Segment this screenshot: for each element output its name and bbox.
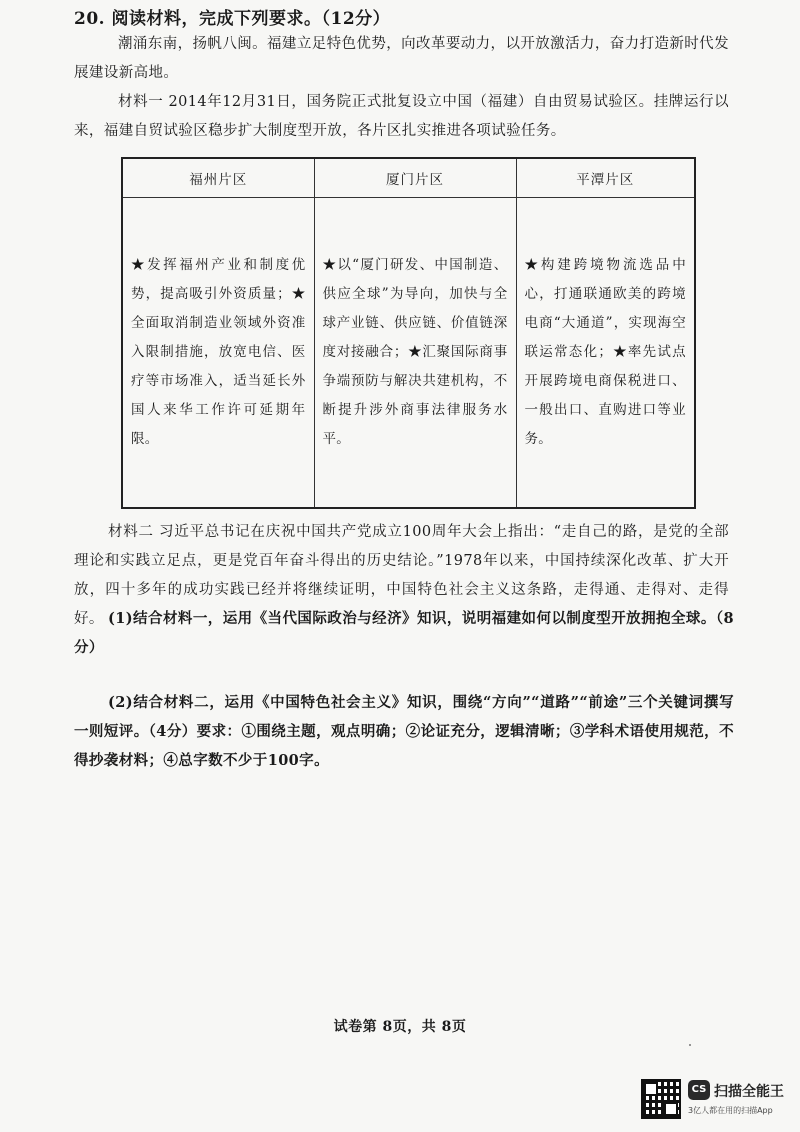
table-cell [516, 198, 695, 509]
page-footer: 试卷第 8页，共 8页 [333, 1019, 467, 1035]
table-header: 平潭片区 [516, 158, 695, 198]
scanner-brand-name: 扫描全能王 [714, 1084, 784, 1100]
table-cell [122, 198, 314, 509]
table-cell [314, 198, 516, 509]
sub-question-2: (2)结合材料二，运用《中国特色社会主义》知识，围绕“方向”“道路”“前途”三个关键词撰写一则短评。（4分）要求：①围绕主题，观点明确；②论证充分，逻辑清晰；③学科术语使用规范，不得抄袭材料；④总字数不少于100字。 [74, 694, 734, 769]
scanner-tagline: 3亿人都在用的扫描App [688, 1106, 773, 1115]
table-header: 厦门片区 [314, 158, 516, 198]
qr-code-icon [641, 1079, 681, 1119]
table-row [122, 198, 695, 509]
scan-speck [689, 1044, 691, 1046]
table-header-row [122, 158, 695, 198]
sub-question-1: (1)结合材料一，运用《当代国际政治与经济》知识，说明福建如何以制度型开放拥抱全球。（8分） [74, 610, 734, 656]
cell-text-xiamen: ★以“厦门研发、中国制造、供应全球”为导向，加快与全球产业链、供应链、价值链深度对接融合；★汇聚国际商事争端预防与解决共建机构，不断提升涉外商事法律服务水平。 [322, 257, 508, 447]
material-one-paragraph: 材料一 2014年12月31日，国务院正式批复设立中国（福建）自由贸易试验区。挂牌运行以来，福建自贸试验区稳步扩大制度型开放，各片区扎实推进各项试验任务。 [74, 94, 729, 139]
intro-paragraph: 潮涌东南，扬帆八闽。福建立足特色优势，向改革要动力，以开放激活力，奋力打造新时代发展建设新高地。 [74, 36, 729, 81]
table-header: 福州片区 [122, 158, 314, 198]
cell-text-fuzhou: ★发挥福州产业和制度优势，提高吸引外资质量；★全面取消制造业领域外资准入限制措施，放宽电信、医疗等市场准入，适当延长外国人来华工作许可延期年限。 [131, 257, 306, 447]
cell-text-pingtan: ★构建跨境物流选品中心，打通联通欧美的跨境电商“大通道”，实现海空联运常态化；★率先试点开展跨境电商保税进口、一般出口、直购进口等业务。 [524, 257, 686, 447]
question-title: 20. 阅读材料，完成下列要求。（12分） [74, 9, 391, 29]
camscanner-logo: CS [688, 1080, 710, 1100]
material-table [121, 157, 696, 509]
material-two-paragraph: 材料二 习近平总书记在庆祝中国共产党成立100周年大会上指出：“走自己的路，是党的全部理论和实践立足点，更是党百年奋斗得出的历史结论。”1978年以来，中国持续深化改革、扩大开放，四十多年的成功实践已经并将继续证明，中国特色社会主义这条路，走得通、走得对、走得好。 [74, 524, 729, 627]
